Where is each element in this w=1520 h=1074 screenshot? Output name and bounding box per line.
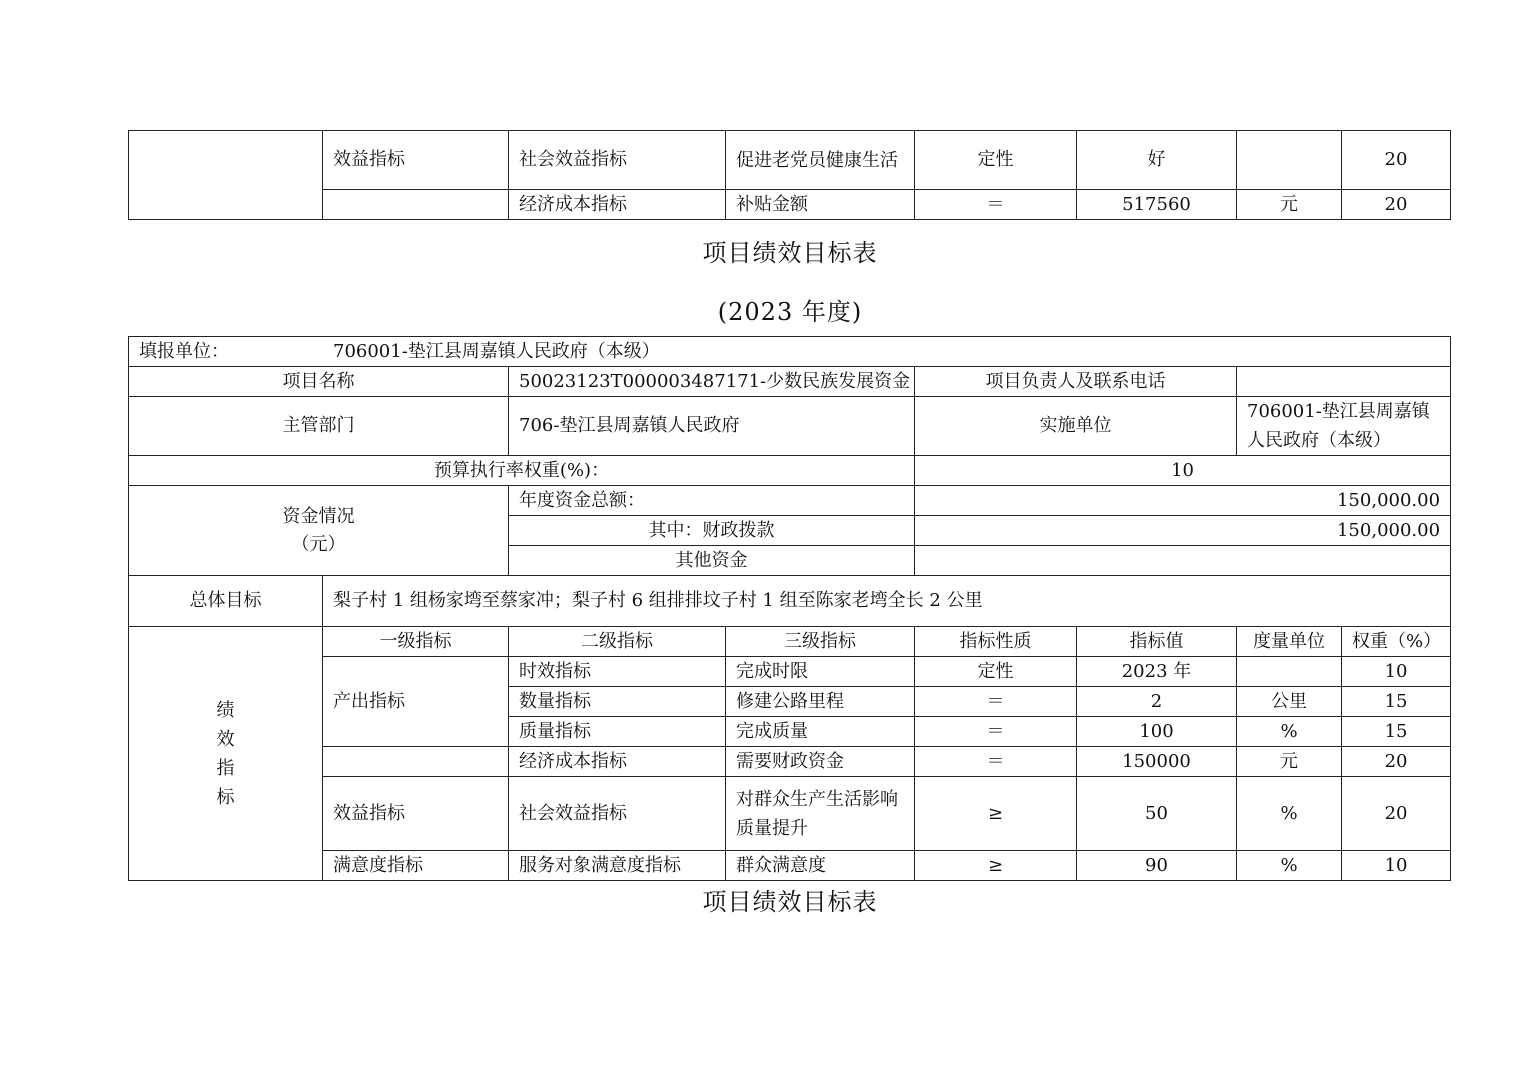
year-subtitle: (2023 年度) <box>717 298 863 326</box>
nature-cell: ＝ <box>915 190 1077 220</box>
funds-label-line2: （元） <box>291 533 346 555</box>
level1-cell: 效益指标 <box>323 777 509 851</box>
nature-cell: ＝ <box>915 747 1077 777</box>
other-funds-value <box>915 546 1451 576</box>
other-funds-label: 其他资金 <box>509 546 915 576</box>
level2-cell: 服务对象满意度指标 <box>509 851 726 881</box>
output-indicator-label: 产出指标 <box>323 657 509 747</box>
weight-cell: 15 <box>1342 687 1451 717</box>
budget-rate-value: 10 <box>915 456 1451 486</box>
value-cell: 150000 <box>1077 747 1237 777</box>
header-nature: 指标性质 <box>915 627 1077 657</box>
header-level3: 三级指标 <box>726 627 915 657</box>
level2-cell: 质量指标 <box>509 717 726 747</box>
value-cell: 50 <box>1077 777 1237 851</box>
value-cell: 90 <box>1077 851 1237 881</box>
value-cell: 2023 年 <box>1077 657 1237 687</box>
level3-cell: 促进老党员健康生活 <box>726 131 915 190</box>
funds-label-line1: 资金情况 <box>282 505 355 527</box>
perf-char: 指 <box>216 757 235 779</box>
next-page-title: 项目绩效目标表 <box>702 888 878 916</box>
unit-cell: % <box>1237 777 1342 851</box>
level3-cell: 群众满意度 <box>726 851 915 881</box>
level3-cell: 完成质量 <box>726 717 915 747</box>
level3-cell: 完成时限 <box>726 657 915 687</box>
value-cell: 好 <box>1077 131 1237 190</box>
blank-cell <box>129 131 323 220</box>
unit-cell: % <box>1237 851 1342 881</box>
unit-cell: 元 <box>1237 747 1342 777</box>
perf-char: 绩 <box>216 699 235 721</box>
impl-unit-value: 706001-垫江县周嘉镇人民政府（本级） <box>1237 397 1451 456</box>
weight-cell: 15 <box>1342 717 1451 747</box>
level3-cell: 对群众生产生活影响质量提升 <box>726 777 915 851</box>
weight-cell: 20 <box>1342 131 1451 190</box>
budget-rate-label: 预算执行率权重(%)： <box>129 456 915 486</box>
unit-cell <box>1237 657 1342 687</box>
unit-cell: 公里 <box>1237 687 1342 717</box>
weight-cell: 20 <box>1342 747 1451 777</box>
nature-cell: ≥ <box>915 851 1077 881</box>
dept-label: 主管部门 <box>129 397 509 456</box>
fiscal-value: 150,000.00 <box>915 516 1451 546</box>
nature-cell: 定性 <box>915 657 1077 687</box>
value-cell: 2 <box>1077 687 1237 717</box>
header-value: 指标值 <box>1077 627 1237 657</box>
fiscal-label: 其中：财政拨款 <box>509 516 915 546</box>
dept-value: 706-垫江县周嘉镇人民政府 <box>509 397 915 456</box>
level3-cell: 需要财政资金 <box>726 747 915 777</box>
perf-char: 效 <box>216 728 235 750</box>
funds-label <box>129 486 509 576</box>
page-title: 项目绩效目标表 <box>702 239 878 267</box>
level2-cell: 数量指标 <box>509 687 726 717</box>
nature-cell: ＝ <box>915 687 1077 717</box>
annual-total-value: 150,000.00 <box>915 486 1451 516</box>
level3-cell: 修建公路里程 <box>726 687 915 717</box>
overall-goal-label: 总体目标 <box>129 576 323 627</box>
level2-cell: 经济成本指标 <box>509 190 726 220</box>
performance-target-table <box>128 336 1451 881</box>
header-level2: 二级指标 <box>509 627 726 657</box>
level1-cell <box>323 747 509 777</box>
performance-indicator-label <box>129 627 323 881</box>
level2-cell: 社会效益指标 <box>509 777 726 851</box>
weight-cell: 10 <box>1342 657 1451 687</box>
level2-cell: 经济成本指标 <box>509 747 726 777</box>
perf-char: 标 <box>216 786 235 808</box>
impl-unit-label: 实施单位 <box>915 397 1237 456</box>
nature-cell: ≥ <box>915 777 1077 851</box>
weight-cell: 20 <box>1342 777 1451 851</box>
level1-cell <box>323 190 509 220</box>
level2-cell: 社会效益指标 <box>509 131 726 190</box>
continued-indicator-table <box>128 130 1451 220</box>
level1-cell: 效益指标 <box>323 131 509 190</box>
value-cell: 100 <box>1077 717 1237 747</box>
project-name-label: 项目名称 <box>129 367 509 397</box>
annual-total-label: 年度资金总额： <box>509 486 915 516</box>
unit-cell <box>1237 131 1342 190</box>
weight-cell: 10 <box>1342 851 1451 881</box>
reporting-unit-value: 706001-垫江县周嘉镇人民政府（本级） <box>333 340 660 362</box>
contact-label: 项目负责人及联系电话 <box>915 367 1237 397</box>
header-unit: 度量单位 <box>1237 627 1342 657</box>
nature-cell: ＝ <box>915 717 1077 747</box>
weight-cell: 20 <box>1342 190 1451 220</box>
unit-cell: % <box>1237 717 1342 747</box>
contact-value <box>1237 367 1451 397</box>
level3-cell: 补贴金额 <box>726 190 915 220</box>
value-cell: 517560 <box>1077 190 1237 220</box>
level2-cell: 时效指标 <box>509 657 726 687</box>
reporting-unit-label: 填报单位： <box>139 340 229 362</box>
reporting-unit-row <box>129 337 1451 367</box>
level1-cell: 满意度指标 <box>323 851 509 881</box>
unit-cell: 元 <box>1237 190 1342 220</box>
header-level1: 一级指标 <box>323 627 509 657</box>
overall-goal-value: 梨子村 1 组杨家塆至蔡家冲；梨子村 6 组排排坟子村 1 组至陈家老塆全长 2 公里 <box>323 576 1451 627</box>
project-name-value: 50023123T000003487171-少数民族发展资金 <box>509 367 915 397</box>
header-weight: 权重（%） <box>1342 627 1451 657</box>
nature-cell: 定性 <box>915 131 1077 190</box>
